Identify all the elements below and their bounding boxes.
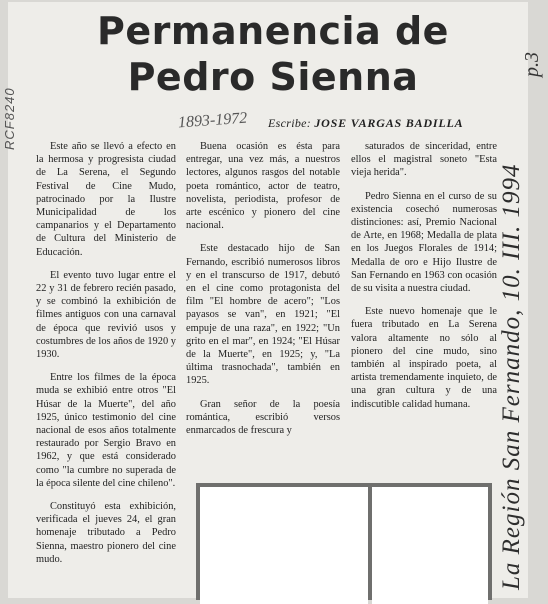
paragraph: Este año se llevó a efecto en la hermosa y progresista ciudad de La Serena, el Segundo Festival de Cine Mudo, patrocinado por la Ilustre Municipalidad de los campanarios y el Departamento de Cultura del Ministerio de Educación. — [36, 141, 176, 258]
title-line-1: Permanencia de — [97, 9, 449, 53]
paragraph: Entre los filmes de la época muda se exhibió entre otros "El Húsar de la Muerte", del año 1925, único testimonio del cine nacional de esos años totalmente restaurado por Sergio Bravo en 1962, y que está considerado como "la cumbre no superada de la época silente del cine chileno". — [36, 372, 176, 489]
paragraph: Constituyó esta exhibición, verificada el jueves 24, el gran homenaje tributado a Pedro Sienna, maestro pionero del cine mudo. — [36, 501, 176, 565]
article-column-2 — [186, 140, 340, 447]
article-column-1 — [36, 140, 176, 576]
byline-prefix: Escribe: — [268, 116, 312, 130]
paragraph: Buena ocasión es ésta para entregar, una vez más, a nuestros lectores, algunos rasgos del notable poeta romántico, actor de teatro, novelista, periodista, profesor de arte escénico y pionero del cine nacional. — [186, 141, 340, 232]
byline — [268, 116, 463, 131]
handwritten-years: 1893-1972 — [177, 109, 248, 132]
byline-author: JOSE VARGAS BADILLA — [314, 116, 464, 130]
photo-blank-area — [200, 487, 368, 604]
paragraph: El evento tuvo lugar entre el 22 y 31 de febrero recién pasado, y se combinó la exhibición de filmes antiguos con una carnaval de época que revivió usos y costumbres de los años de 1920 y 1930. — [36, 269, 176, 361]
article-title — [38, 8, 508, 100]
paragraph: saturados de sinceridad, entre ellos el magistral soneto "Esta vieja herida". — [351, 141, 497, 179]
photo-frame — [196, 483, 492, 600]
handwritten-source-date: La Región San Fernando, 10. III. 1994 — [498, 163, 525, 590]
paragraph: Este nuevo homenaje que le fuera tributado en La Serena valora altamente no sólo al pionero del cine mudo, sino también al inspirado poeta, al artista tremendamente inquieto, de una gran cultura y de una indiscutible calidad humana. — [351, 306, 497, 410]
archive-reference-code: RCF8240 — [2, 87, 17, 150]
handwritten-page-ref: p.3 — [521, 52, 543, 77]
paragraph: Gran señor de la poesía romántica, escribió versos enmarcados de frescura y — [186, 398, 340, 437]
photo-blank-area-right — [372, 487, 488, 604]
title-line-2: Pedro Sienna — [127, 55, 419, 99]
paragraph: Pedro Sienna en el curso de su existencia cosechó numerosas distinciones: así, Premio Nacional de Arte, en 1968; Medalla de plata en los Juegos Florales de 1914; Medalla de oro e Hijo Ilustre de San Fernando en 1963 con ocasión de su visita a nuestra ciudad. — [351, 190, 497, 295]
paragraph: Este destacado hijo de San Fernando, escribió numerosos libros y en el transcurso de 1917, debutó en el cine como protagonista del film "El hombre de acero"; "Los payasos se van", en 1921; "El empuje de una raza", en 1922; "Un grito en el mar", en 1924; "El Húsar de la Muerte", en 1925; y, "La última trasnochada", también en 1925. — [186, 243, 340, 387]
article-column-3 — [351, 140, 497, 421]
